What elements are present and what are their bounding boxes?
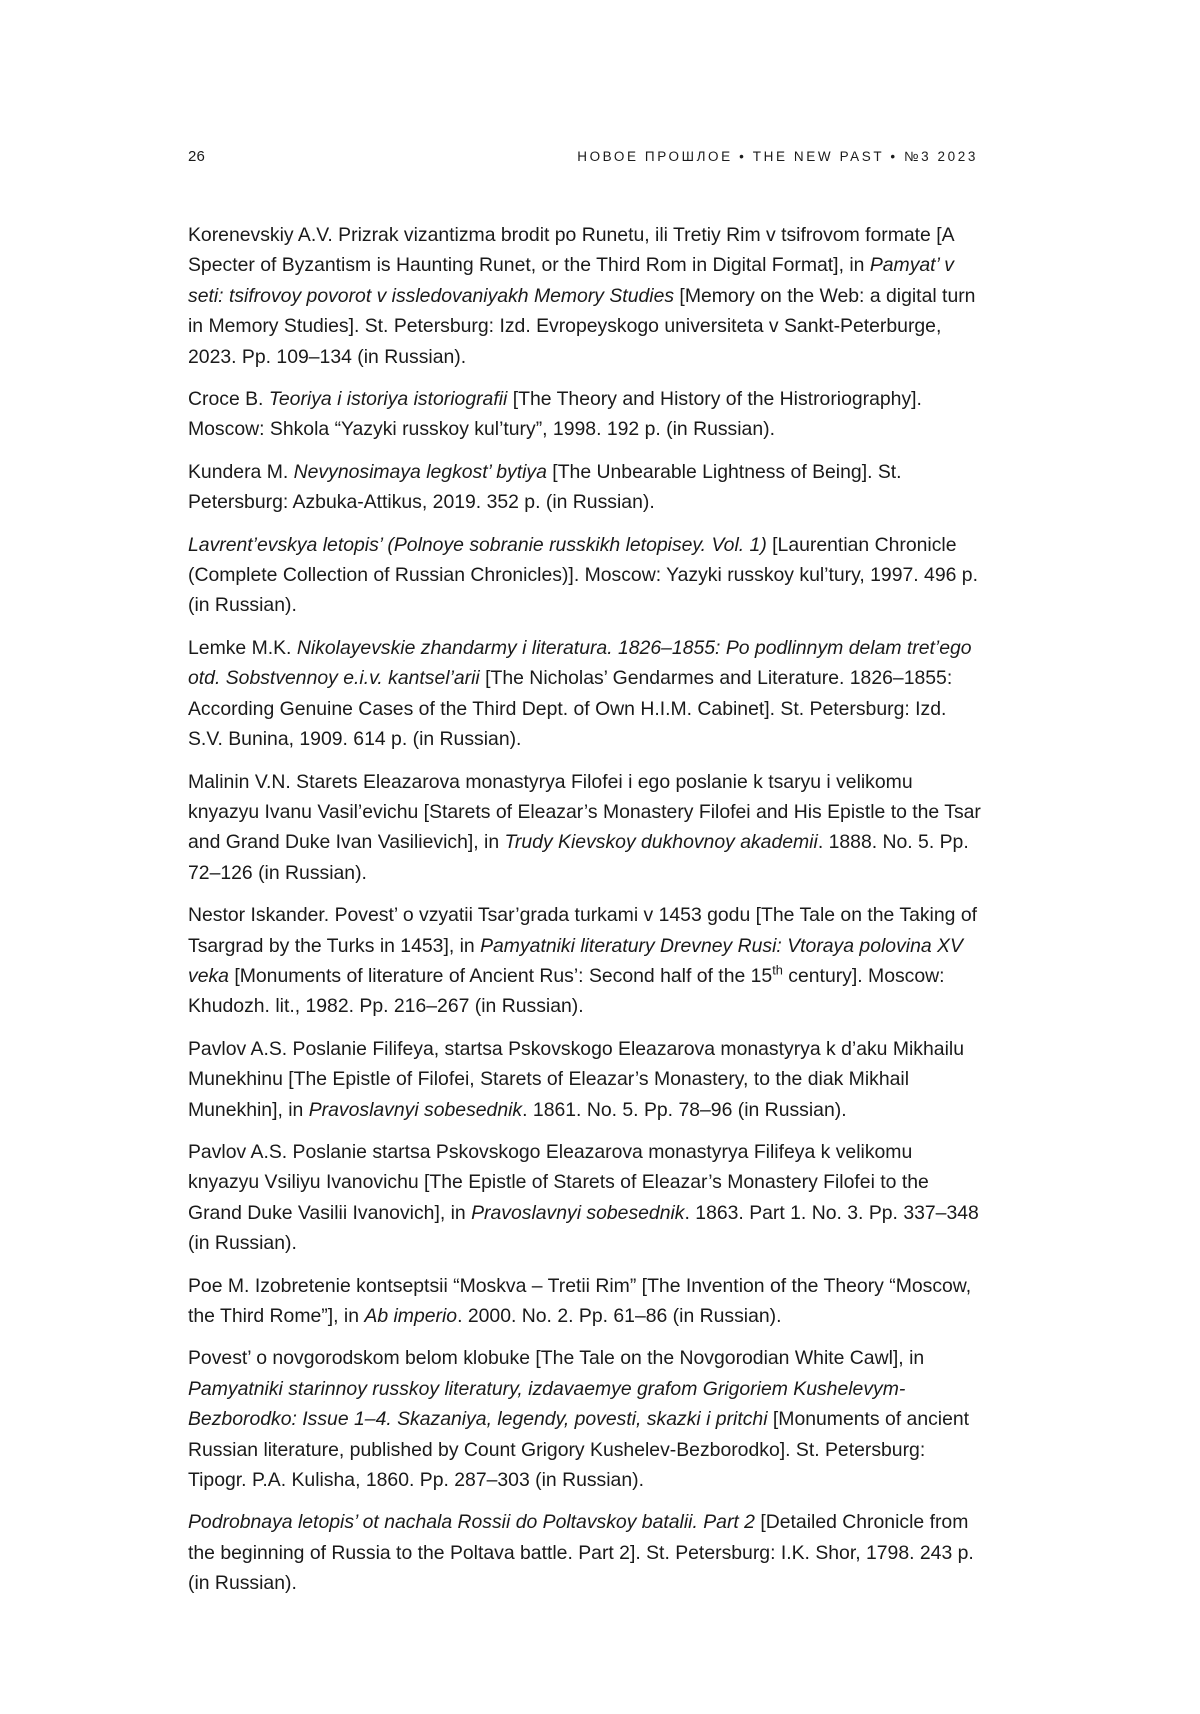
reference-title-italic: Nevynosimaya legkost’ bytiya [293,460,547,483]
reference-entry [188,1343,981,1495]
reference-text: century]. Moscow: Khudozh. lit., 1982. Pp. 216–267 (in Russian). [188,964,945,1018]
reference-text: Pavlov A.S. Poslanie Filifeya, startsa Pskovskogo Eleazarova monastyrya k d’aku Mikhailu Munekhinu [The Epistle of Filofei, Starets of Eleazar’s Monastery, to the diak Mikhail Munekhin], in [188,1037,964,1121]
reference-text: Kundera M. [188,460,294,483]
reference-text: [Monuments of literature of Ancient Rus’: Second half of the 15 [228,964,773,987]
reference-title-italic: Nikolayevskie zhandarmy i literatura. 1826–1855: Po podlinnym delam tret’ego otd. Sobstvennoy e.i.v. kantsel’arii [188,636,972,690]
reference-text: Pavlov A.S. Poslanie startsa Pskovskogo Eleazarova monastyrya Filifeya k velikomu knyazyu Vsiliyu Ivanovichu [The Epistle of Starets of Eleazar’s Monastery Filofei to the Grand Duke Vasilii Ivanovich], in [188,1140,929,1224]
reference-text: Lemke M.K. [188,636,297,659]
reference-entry [188,457,981,518]
reference-text: [Memory on the Web: a digital turn in Memory Studies]. St. Petersburg: Izd. Evropeyskogo universiteta v Sankt-Peterburge, 2023. Pp. 109–134 (in Russian). [188,284,976,368]
reference-text: [The Unbearable Lightness of Being]. St. Petersburg: Azbuka-Attikus, 2019. 352 p. (in Russian). [188,460,902,514]
reference-entry [188,900,981,1022]
reference-entry [188,384,981,445]
reference-list [188,220,981,1599]
reference-text: Malinin V.N. Starets Eleazarova monastyrya Filofei i ego poslanie k tsaryu i velikomu knyazyu Ivanu Vasil’evichu [Starets of Eleazar’s Monastery Filofei and His Epistle to the Tsar and Grand Duke Ivan Vasilievich], in [188,770,981,854]
reference-text: [The Nicholas’ Gendarmes and Literature. 1826–1855: According Genuine Cases of the Third Dept. of Own H.I.M. Cabinet]. St. Petersburg: Izd. S.V. Bunina, 1909. 614 p. (in Russian). [188,667,953,751]
reference-title-italic: Pamyatniki literatury Drevney Rusi: Vtoraya polovina XV veka [188,934,963,987]
reference-entry [188,767,981,889]
page-number: 26 [188,148,206,165]
reference-text: . 1863. Part 1. No. 3. Pp. 337–348 (in Russian). [188,1201,979,1255]
reference-text: [The Theory and History of the Histroriography]. Moscow: Shkola “Yazyki russkoy kul’tury”, 1998. 192 p. (in Russian). [188,388,922,441]
reference-text: . 1861. No. 5. Pp. 78–96 (in Russian). [522,1098,847,1121]
reference-entry [188,220,981,372]
reference-text: [Detailed Chronicle from the beginning of Russia to the Poltava battle. Part 2]. St. Petersburg: I.K. Shor, 1798. 243 p. (in Russian). [188,1511,974,1595]
reference-text: Korenevskiy A.V. Prizrak vizantizma brodit po Runetu, ili Tretiy Rim v tsifrovom formate [A Specter of Byzantism is Haunting Runet, or the Third Rom in Digital Format], in [188,224,954,277]
reference-title-italic: Pamyat’ v seti: tsifrovoy povorot v issledovaniyakh Memory Studies [188,254,954,307]
reference-text: [Monuments of ancient Russian literature, published by Count Grigory Kushelev-Bezborodko]. St. Petersburg: Tipogr. P.A. Kulisha, 1860. Pp. 287–303 (in Russian). [188,1408,970,1492]
reference-entry [188,1137,981,1259]
reference-title-italic: Lavrent’evskya letopis’ (Polnoye sobranie russkikh letopisey. Vol. 1) [188,533,767,556]
reference-text: Poe M. Izobretenie kontseptsii “Moskva – Tretii Rim” [The Invention of the Theory “Moscow, the Third Rome”], in [188,1274,972,1327]
reference-text: Nestor Iskander. Povest’ o vzyatii Tsar’grada turkami v 1453 godu [The Tale on the Taking of Tsargrad by the Turks in 1453], in [188,904,977,957]
reference-title-italic: Podrobnaya letopis’ ot nachala Rossii do Poltavskoy batalii. Part 2 [188,1511,755,1534]
reference-title-italic: Teoriya i istoriya istoriografii [268,388,508,411]
reference-title-italic: Pamyatniki starinnoy russkoy literatury, izdavaemye grafom Grigoriem Kushelevym-Bezborodko: Issue 1–4. Skazaniya, legendy, povesti, skazki i pritchi [188,1377,906,1431]
reference-text: Povest’ o novgorodskom belom klobuke [The Tale on the Novgorodian White Cawl], in [188,1347,925,1370]
reference-entry [188,1271,981,1332]
ordinal-superscript: th [772,962,783,978]
reference-entry [188,633,981,755]
reference-text: Croce B. [188,388,269,411]
reference-title-italic: Trudy Kievskoy dukhovnoy akademii [504,831,818,854]
page-header [188,148,978,165]
reference-text: . 1888. No. 5. Pp. 72–126 (in Russian). [188,831,969,884]
reference-entry [188,1507,981,1598]
reference-title-italic: Pravoslavnyi sobesednik [308,1098,523,1121]
reference-text: . 2000. No. 2. Pp. 61–86 (in Russian). [457,1305,782,1327]
reference-entry [188,530,981,621]
reference-title-italic: Ab imperio [364,1305,458,1327]
reference-title-italic: Pravoslavnyi sobesednik [471,1201,685,1224]
reference-text: [Laurentian Chronicle (Complete Collection of Russian Chronicles)]. Moscow: Yazyki russkoy kul’tury, 1997. 496 p. (in Russian). [188,533,978,617]
reference-entry [188,1034,981,1125]
running-head: НОВОЕ ПРОШЛОЕ • THE NEW PAST • №3 2023 [577,149,978,164]
